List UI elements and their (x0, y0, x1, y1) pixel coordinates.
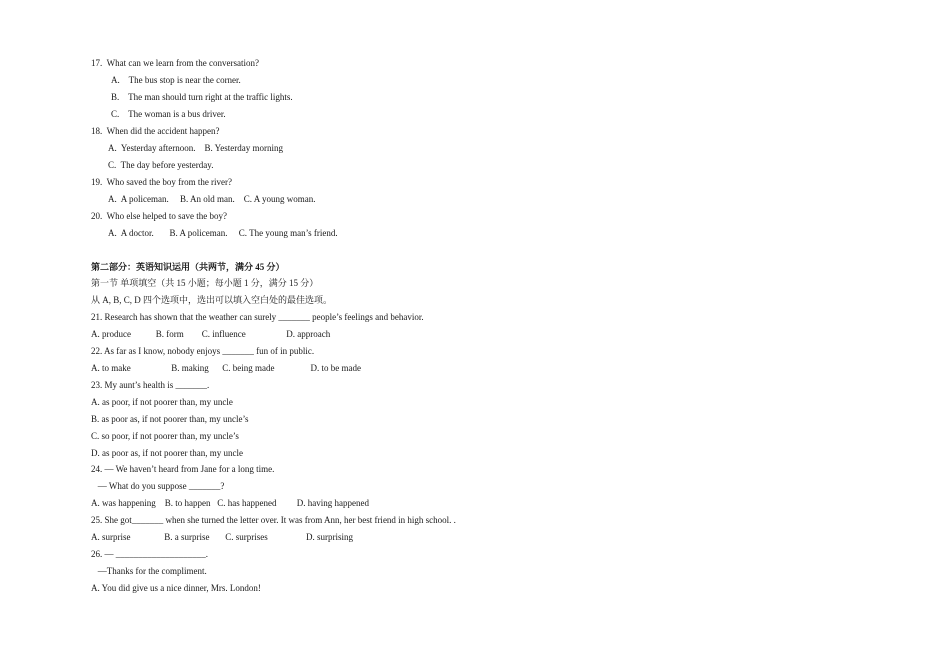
question-21: 21. Research has shown that the weather can surely _______ people’s feelings and behavior. (91, 312, 424, 322)
question-26-reply: —Thanks for the compliment. (91, 566, 207, 576)
question-23-option-d: D. as poor as, if not poorer than, my uncle (91, 448, 243, 458)
question-19-options: A. A policeman. B. An old man. C. A young woman. (108, 194, 316, 204)
question-22: 22. As far as I know, nobody enjoys _______ fun of in public. (91, 346, 315, 356)
question-17-option-b: B. The man should turn right at the traffic lights. (111, 92, 293, 102)
question-17-option-a: A. The bus stop is near the corner. (111, 75, 241, 85)
question-22-options: A. to make B. making C. being made D. to be made (91, 363, 361, 373)
question-21-options: A. produce B. form C. influence D. approach (91, 329, 331, 339)
question-20-options: A. A doctor. B. A policeman. C. The young man’s friend. (108, 228, 338, 238)
question-23-option-b: B. as poor as, if not poorer than, my uncle’s (91, 414, 249, 424)
question-26-option-a: A. You did give us a nice dinner, Mrs. London! (91, 583, 261, 593)
question-17: 17. What can we learn from the conversation? (91, 58, 260, 68)
question-18-options-ab: A. Yesterday afternoon. B. Yesterday morning (108, 143, 283, 153)
question-23: 23. My aunt’s health is _______. (91, 380, 210, 390)
question-19: 19. Who saved the boy from the river? (91, 177, 233, 187)
part-two-heading: 第二部分：英语知识运用（共两节，满分 45 分） (91, 262, 285, 272)
section-instruction: 从 A, B, C, D 四个选项中，选出可以填入空白处的最佳选项。 (91, 295, 333, 305)
question-20: 20. Who else helped to save the boy? (91, 211, 228, 221)
question-26: 26. — ____________________. (91, 549, 208, 559)
question-25: 25. She got_______ when she turned the letter over. It was from Ann, her best friend in high school. . (91, 515, 456, 525)
question-24-reply: — What do you suppose _______? (91, 481, 225, 491)
question-18: 18. When did the accident happen? (91, 126, 220, 136)
question-23-option-a: A. as poor, if not poorer than, my uncle (91, 397, 233, 407)
question-24-options: A. was happening B. to happen C. has happened D. having happened (91, 498, 369, 508)
question-18-option-c: C. The day before yesterday. (108, 160, 214, 170)
question-24: 24. — We haven’t heard from Jane for a long time. (91, 464, 275, 474)
question-25-options: A. surprise B. a surprise C. surprises D. surprising (91, 532, 353, 542)
question-23-option-c: C. so poor, if not poorer than, my uncle’s (91, 431, 239, 441)
section-one-heading: 第一节 单项填空（共 15 小题；每小题 1 分，满分 15 分） (91, 278, 319, 288)
question-17-option-c: C. The woman is a bus driver. (111, 109, 226, 119)
